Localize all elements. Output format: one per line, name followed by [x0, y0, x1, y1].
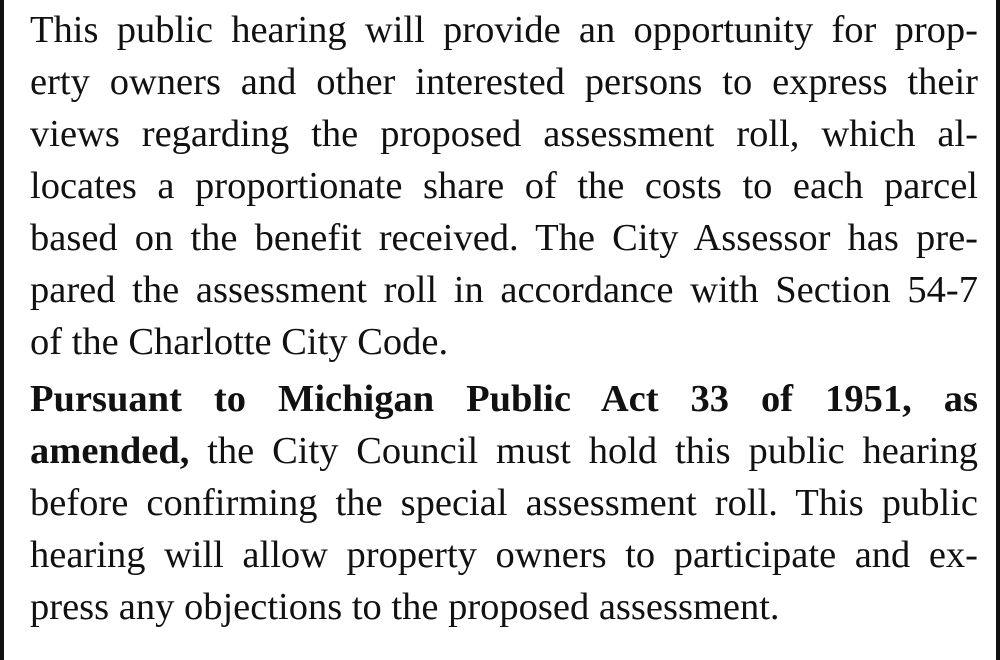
- text-line: based on the benefit received. The City Assessor has pre-: [30, 217, 978, 259]
- text-line: before confirming the special assessment roll. This public: [30, 482, 978, 524]
- text-line: erty owners and other interested persons to express their: [30, 61, 978, 103]
- text-line: locates a proportionate share of the costs to each parcel: [30, 165, 978, 207]
- paragraph-legal-requirement: [30, 373, 978, 633]
- bold-citation: Pursuant to Michigan Public Act 33 of 1951, as: [30, 378, 978, 420]
- text-line: [30, 373, 978, 425]
- text-fragment: the City Council must hold this public hearing: [189, 430, 978, 472]
- text-line: [30, 425, 978, 477]
- text-line: views regarding the proposed assessment roll, which al-: [30, 113, 978, 155]
- text-line: of the Charlotte City Code.: [30, 321, 449, 363]
- text-line: This public hearing will provide an opportunity for prop-: [30, 9, 978, 51]
- paragraph-public-hearing-purpose: [30, 4, 978, 368]
- text-line: hearing will allow property owners to participate and ex-: [30, 534, 978, 576]
- text-line: press any objections to the proposed assessment.: [30, 586, 780, 628]
- bold-citation-end: amended,: [30, 430, 190, 472]
- text-line: pared the assessment roll in accordance with Section 54-7: [30, 269, 978, 311]
